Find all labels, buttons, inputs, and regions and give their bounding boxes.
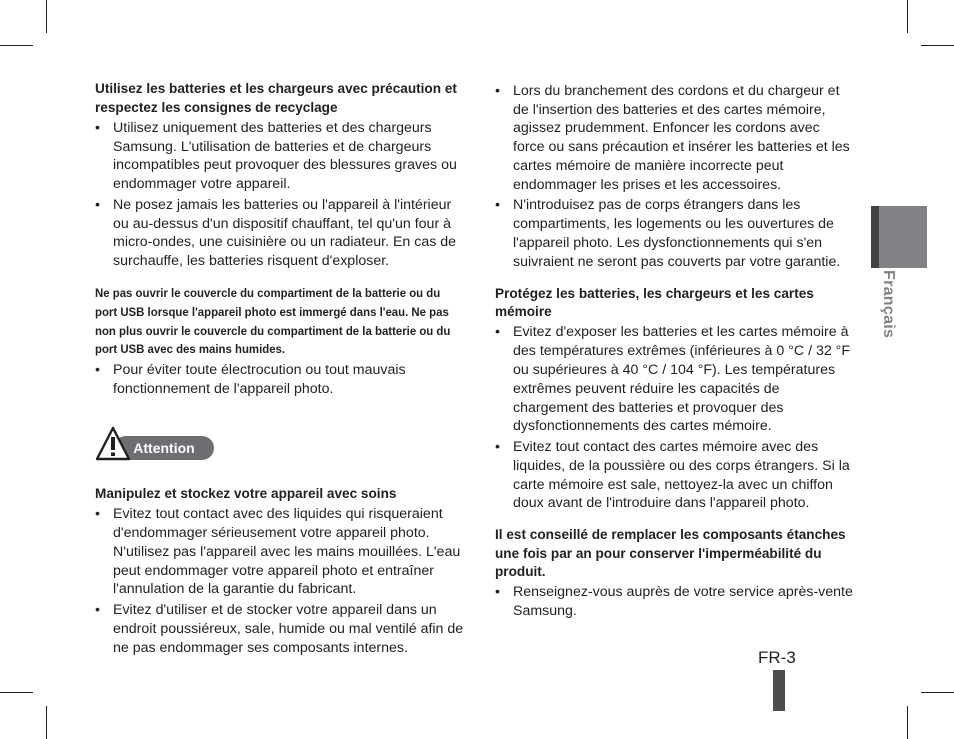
- left-column: [95, 80, 465, 399]
- left-column-lower: [95, 485, 465, 657]
- bullet-list: [95, 505, 465, 657]
- section-heading: Protégez les batteries, les chargeurs et les cartes mémoire: [495, 285, 814, 320]
- crop-mark: [0, 45, 33, 46]
- list-item: • N'introduisez pas de corps étrangers dans les compartiments, les logements ou les ouvertures de l'appareil photo. Les dysfonctionnements qui s'en suivraient ne seront pas couverts par votre garantie.: [495, 196, 855, 271]
- list-item: • Evitez tout contact avec des liquides qui risqueraient d'endommager sérieusement votre appareil photo. N'utilisez pas l'appareil avec les mains mouillées. L'eau peut endommager votre appareil photo et entraîner l'annulation de la garantie du fabricant.: [95, 505, 465, 599]
- list-item: • Evitez d'exposer les batteries et les cartes mémoire à des températures extrêmes (inférieures à 0 °C / 32 °F ou supérieures à 40 °C / 104 °F). Les températures extrêmes peuvent réduire les capacités de chargement des batteries et provoquer des dysfonctionnements des cartes mémoire.: [495, 323, 855, 436]
- language-tab-label: Français: [880, 270, 897, 339]
- list-item: • Lors du branchement des cordons et du chargeur et de l'insertion des batteries et des cartes mémoire, agissez prudemment. Enfoncer les cordons avec force ou sans précaution et insérer les batteries et les cartes mémoire de manière incorrecte peut endommager les prises et les accessoires.: [495, 82, 855, 195]
- section-heading: Manipulez et stockez votre appareil avec soins: [95, 486, 397, 501]
- crop-mark: [921, 45, 954, 46]
- section-heading: Ne pas ouvrir le couvercle du compartiment de la batterie ou du port USB lorsque l'appareil photo est immergé dans l'eau. Ne pas non plus ouvrir le couvercle du compartiment de la batterie ou du port USB avec des mains humides.: [95, 285, 451, 357]
- language-tab-stripe: [871, 206, 879, 268]
- section-heading: Utilisez les batteries et les chargeurs avec précaution et respectez les consignes de recyclage: [95, 81, 457, 115]
- list-item: • Pour éviter toute électrocution ou tout mauvais fonctionnement de l'appareil photo.: [95, 361, 465, 399]
- section-heading: Il est conseillé de remplacer les composants étanches une fois par an pour conserver l'imperméabilité du produit.: [495, 527, 846, 580]
- list-item: • Evitez d'utiliser et de stocker votre appareil dans un endroit poussiéreux, sale, humide ou mal ventilé afin de ne pas endommager ses composants internes.: [95, 601, 465, 657]
- crop-mark: [46, 0, 47, 33]
- crop-mark: [907, 0, 908, 33]
- attention-label: Attention: [114, 436, 214, 460]
- crop-mark: [0, 692, 33, 693]
- warning-triangle-icon: [95, 426, 131, 462]
- list-item: • Evitez tout contact des cartes mémoire avec des liquides, de la poussière ou des corps étrangers. Si la carte mémoire est sale, nettoyez-la avec un chiffon doux avant de l'introduire dans l'appareil photo.: [495, 438, 855, 513]
- list-item: • Utilisez uniquement des batteries et des chargeurs Samsung. L'utilisation de batteries et de chargeurs incompatibles peut provoquer des blessures graves ou endommager votre appareil.: [95, 119, 465, 194]
- bullet-list: [495, 323, 855, 513]
- bullet-list: [495, 583, 855, 621]
- crop-mark: [46, 706, 47, 739]
- bullet-list: [95, 119, 465, 271]
- list-item: • Ne posez jamais les batteries ou l'appareil à l'intérieur ou au-dessus d'un dispositif chauffant, tel qu'un four à micro-ondes, une cuisinière ou un radiateur. En cas de surchauffe, les batteries risquent d'exploser.: [95, 196, 465, 271]
- language-tab: [871, 206, 927, 268]
- page-number: FR-3: [758, 648, 796, 667]
- list-item: • Renseignez-vous auprès de votre service après-vente Samsung.: [495, 583, 855, 621]
- attention-banner: [95, 426, 220, 462]
- bullet-list: [495, 82, 855, 272]
- bullet-list: [95, 361, 465, 399]
- page-bar: [773, 670, 785, 711]
- crop-mark: [907, 706, 908, 739]
- crop-mark: [921, 692, 954, 693]
- right-column: [495, 80, 855, 621]
